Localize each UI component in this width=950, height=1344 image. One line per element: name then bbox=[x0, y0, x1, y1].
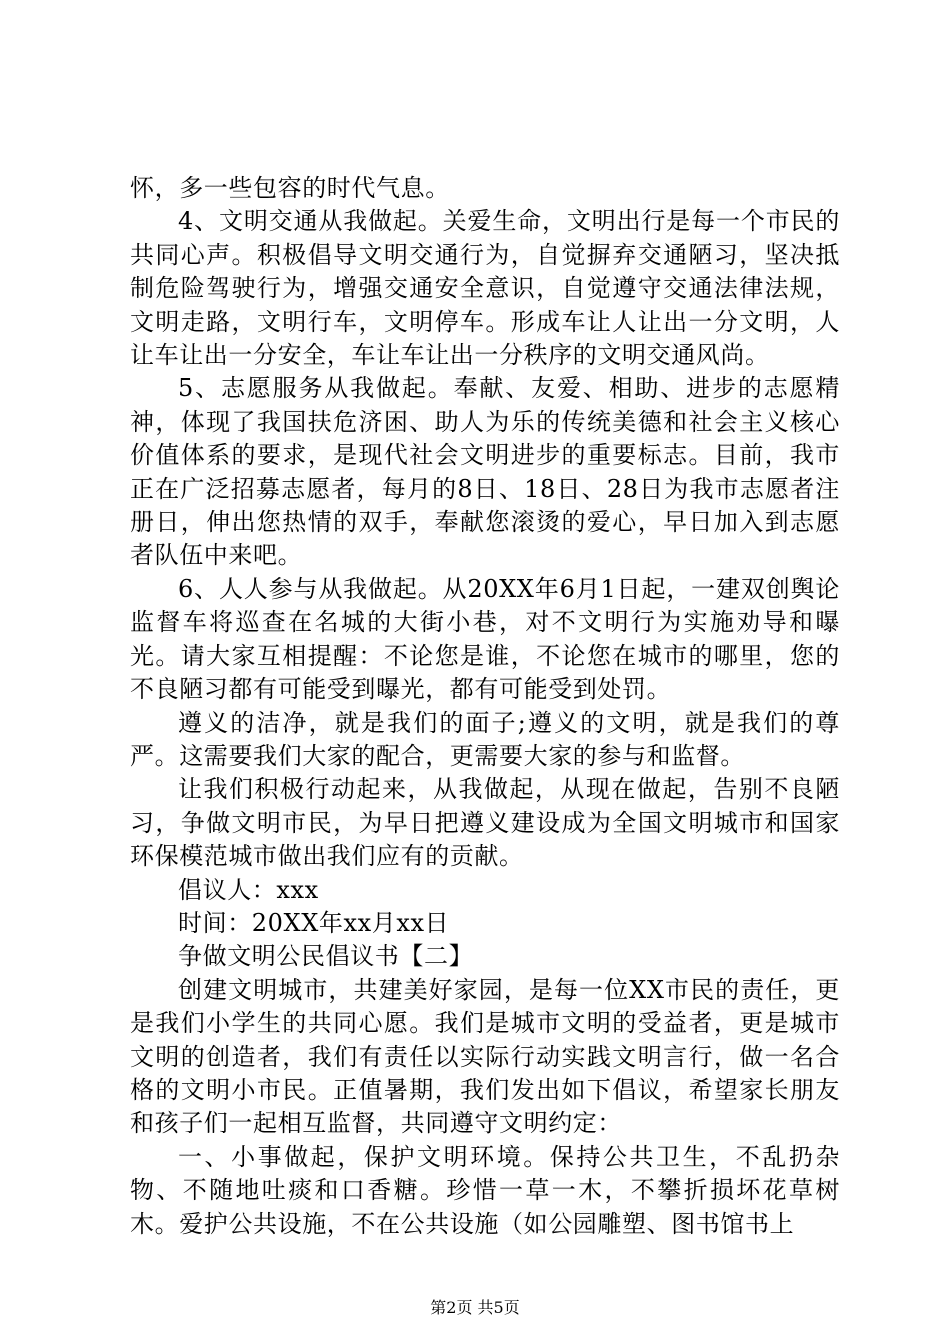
section-heading: 争做文明公民倡议书【二】 bbox=[178, 942, 474, 971]
page-footer bbox=[0, 1298, 950, 1318]
date-line: 时间：20XX年xx月xx日 bbox=[178, 908, 450, 937]
paragraph-8: 一、小事做起，保护文明环境。保持公共卫生，不乱扔杂物、不随地吐痰和口香糖。珍惜一草一木，不攀折损坏花草树木。爱护公共设施，不在公共设施（如公园雕塑、图书馆书上 bbox=[130, 1142, 840, 1238]
paragraph-1: 怀，多一些包容的时代气息。 bbox=[130, 174, 450, 202]
paragraph-3: 5、志愿服务从我做起。奉献、友爱、相助、进步的志愿精神，体现了我国扶危济困、助人为乐的传统美德和社会主义核心价值体系的要求，是现代社会文明进步的重要标志。目前，我市正在广泛招募志愿者，每月的8日、18日、28日为我市志愿者注册日，伸出您热情的双手，奉献您滚烫的爱心，早日加入到志愿者队伍中来吧。 bbox=[130, 374, 840, 570]
initiator-line: 倡议人：xxx bbox=[178, 875, 319, 904]
paragraph-4: 6、人人参与从我做起。从20XX年6月1日起，一建双创舆论监督车将巡查在名城的大街小巷，对不文明行为实施劝导和曝光。请大家互相提醒：不论您是谁，不论您在城市的哪里，您的不良陋习都有可能受到曝光，都有可能受到处罚。 bbox=[130, 574, 840, 704]
document-body bbox=[130, 172, 840, 1241]
paragraph-2: 4、文明交通从我做起。关爱生命，文明出行是每一个市民的共同心声。积极倡导文明交通行为，自觉摒弃交通陋习，坚决抵制危险驾驶行为，增强交通安全意识，自觉遵守交通法律法规，文明走路，文明行车，文明停车。形成车让人让出一分文明，人让车让出一分安全，车让车让出一分秩序的文明交通风尚。 bbox=[130, 207, 840, 370]
paragraph-7: 创建文明城市，共建美好家园，是每一位XX市民的责任，更是我们小学生的共同心愿。我们是城市文明的受益者，更是城市文明的创造者，我们有责任以实际行动实践文明言行，做一名合格的文明小市民。正值暑期，我们发出如下倡议，希望家长朋友和孩子们一起相互监督，共同遵守文明约定： bbox=[130, 975, 840, 1138]
page-number: 第2页 共5页 bbox=[430, 1298, 520, 1317]
paragraph-5: 遵义的洁净，就是我们的面子;遵义的文明，就是我们的尊严。这需要我们大家的配合，更需要大家的参与和监督。 bbox=[130, 708, 840, 770]
paragraph-6: 让我们积极行动起来，从我做起，从现在做起，告别不良陋习，争做文明市民，为早日把遵义建设成为全国文明城市和国家环保模范城市做出我们应有的贡献。 bbox=[130, 775, 840, 871]
